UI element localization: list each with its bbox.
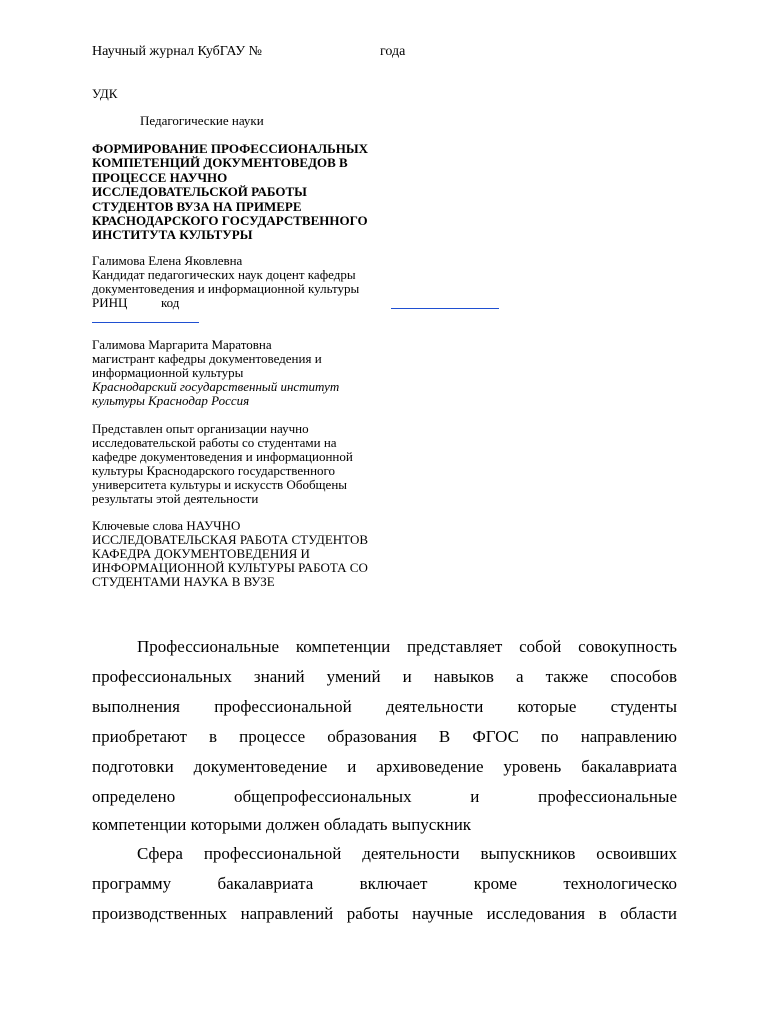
abstract-line: результаты этой деятельности [92, 491, 259, 506]
abstract-line: культуры Краснодарского государственного [92, 463, 336, 478]
author-2-affiliation: культуры Краснодар Россия [92, 393, 250, 408]
title-line: ИНСТИТУТА КУЛЬТУРЫ [92, 227, 253, 243]
body-line: подготовки документоведение и архивоведение уровень бакалавриата [92, 757, 677, 776]
author-1-position: Кандидат педагогических наук доцент кафедры [92, 267, 356, 282]
code-label: код [161, 295, 180, 310]
author-2-position: магистрант кафедры документоведения и [92, 351, 322, 366]
rinc-link[interactable] [92, 322, 199, 323]
article-title [92, 142, 368, 243]
keywords [92, 519, 368, 589]
body-line: Сфера профессиональной деятельности выпускников освоивших [137, 844, 677, 863]
rinc-label: РИНЦ [92, 295, 128, 310]
author-1-block [92, 254, 359, 296]
author-2-block [92, 338, 339, 408]
title-line: КОМПЕТЕНЦИЙ ДОКУМЕНТОВЕДОВ В [92, 155, 348, 171]
abstract [92, 422, 353, 506]
abstract-line: Представлен опыт организации научно [92, 421, 309, 436]
author-1-name: Галимова Елена Яковлевна [92, 253, 243, 268]
author-1-position: документоведения и информационной культуры [92, 281, 360, 296]
abstract-line: университета культуры и искусств Обобщены [92, 477, 348, 492]
body-line: программу бакалавриата включает кроме технологическо [92, 874, 677, 893]
body-line: приобретают в процессе образования В ФГОС по направлению [92, 727, 677, 746]
author-2-position: информационной культуры [92, 365, 244, 380]
author-2-name: Галимова Маргарита Маратовна [92, 337, 272, 352]
keywords-line: КАФЕДРА ДОКУМЕНТОВЕДЕНИЯ И [92, 546, 310, 561]
title-line: КРАСНОДАРСКОГО ГОСУДАРСТВЕННОГО [92, 213, 368, 229]
keywords-line: ИНФОРМАЦИОННОЙ КУЛЬТУРЫ РАБОТА СО [92, 560, 368, 575]
body-line: профессиональных знаний умений и навыков а также способов [92, 667, 677, 686]
title-line: ПРОЦЕССЕ НАУЧНО [92, 169, 228, 185]
body-line: Профессиональные компетенции представляет собой совокупность [137, 637, 677, 656]
author-2-affiliation: Краснодарский государственный институт [92, 379, 340, 394]
journal-year: года [380, 44, 406, 59]
section-label: Педагогические науки [140, 113, 264, 128]
body-line: выполнения профессиональной деятельности которые студенты [92, 697, 677, 716]
keywords-line: Ключевые слова НАУЧНО [92, 518, 241, 533]
title-line: ФОРМИРОВАНИЕ ПРОФЕССИОНАЛЬНЫХ [92, 141, 369, 156]
email-link[interactable] [391, 308, 499, 309]
abstract-line: кафедре документоведения и информационной [92, 449, 353, 464]
body-line: определено общепрофессиональных и профессиональные [92, 787, 677, 806]
body-line: производственных направлений работы научные исследования в области [92, 904, 677, 923]
title-line: СТУДЕНТОВ ВУЗА НА ПРИМЕРЕ [92, 198, 302, 214]
keywords-line: СТУДЕНТАМИ НАУКА В ВУЗЕ [92, 574, 275, 589]
journal-header: Научный журнал КубГАУ № [92, 44, 262, 59]
keywords-line: ИССЛЕДОВАТЕЛЬСКАЯ РАБОТА СТУДЕНТОВ [92, 532, 369, 547]
body-line: компетенции которыми должен обладать выпускник [92, 815, 472, 834]
title-line: ИССЛЕДОВАТЕЛЬСКОЙ РАБОТЫ [92, 184, 307, 200]
abstract-line: исследовательской работы со студентами на [92, 435, 337, 450]
udk-label: УДК [92, 86, 118, 101]
